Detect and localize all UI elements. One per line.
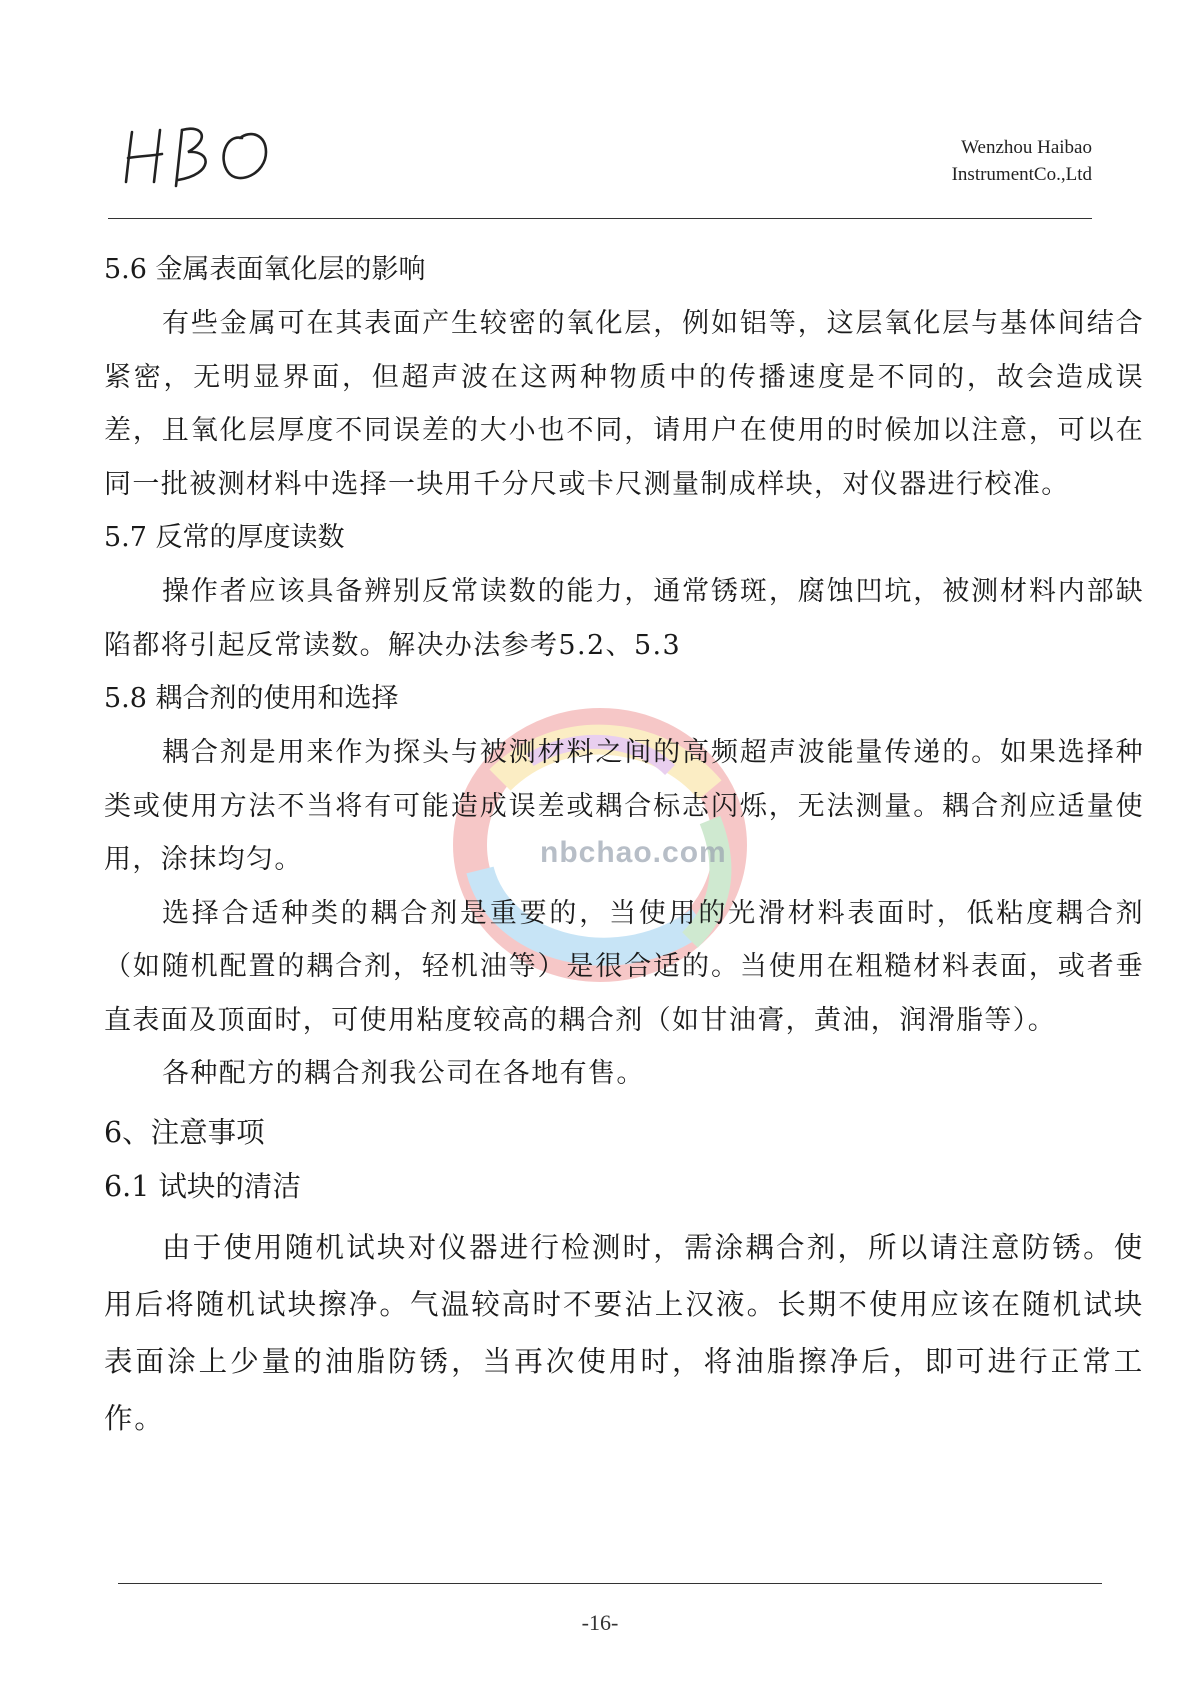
section-heading-5-7: 5.7 反常的厚度读数 [104,522,345,553]
company-logo [118,116,278,196]
document-body [104,250,1144,1447]
section-heading-6: 6、注意事项 [104,1115,265,1149]
company-name-line2: InstrumentCo.,Ltd [951,164,1092,185]
header-divider [108,218,1092,219]
page-number: -16- [581,1610,619,1635]
paragraph-5-7: 操作者应该具备辨别反常读数的能力，通常锈斑，腐蚀凹坑，被测材料内部缺陷都将引起反常读数。解决办法参考5.2、5.3 [104,576,1144,661]
paragraph-5-8-b: 选择合适种类的耦合剂是重要的，当使用的光滑材料表面时，低粘度耦合剂（如随机配置的耦合剂，轻机油等）是很合适的。当使用在粗糙材料表面，或者垂直表面及顶面时，可使用粘度较高的耦合剂（如甘油膏，黄油，润滑脂等）。 [104,897,1144,1036]
paragraph-6-1: 由于使用随机试块对仪器进行检测时，需涂耦合剂，所以请注意防锈。使用后将随机试块擦净。气温较高时不要沾上汉液。长期不使用应该在随机试块表面涂上少量的油脂防锈，当再次使用时，将油脂擦净后，即可进行正常工作。 [104,1230,1144,1435]
hbo-logo-icon [118,116,278,196]
paragraph-5-6: 有些金属可在其表面产生较密的氧化层，例如铝等，这层氧化层与基体间结合紧密，无明显界面，但超声波在这两种物质中的传播速度是不同的，故会造成误差，且氧化层厚度不同误差的大小也不同，请用户在使用的时候加以注意，可以在同一批被测材料中选择一块用千分尺或卡尺测量制成样块，对仪器进行校准。 [104,308,1144,500]
section-heading-5-8: 5.8 耦合剂的使用和选择 [104,683,399,714]
watermark-site-text: nbchao.com [540,836,727,869]
paragraph-5-8-a: 耦合剂是用来作为探头与被测材料之间的高频超声波能量传递的。如果选择种类或使用方法不当将有可能造成误差或耦合标志闪烁，无法测量。耦合剂应适量使用，涂抹均匀。 [104,737,1144,875]
footer-divider [118,1583,1102,1584]
paragraph-5-8-c: 各种配方的耦合剂我公司在各地有售。 [162,1058,645,1089]
section-heading-5-6: 5.6 金属表面氧化层的影响 [104,254,426,285]
section-heading-6-1: 6.1 试块的清洁 [104,1169,301,1203]
company-name [952,134,1092,188]
company-name-line1: Wenzhou Haibao [961,137,1092,158]
